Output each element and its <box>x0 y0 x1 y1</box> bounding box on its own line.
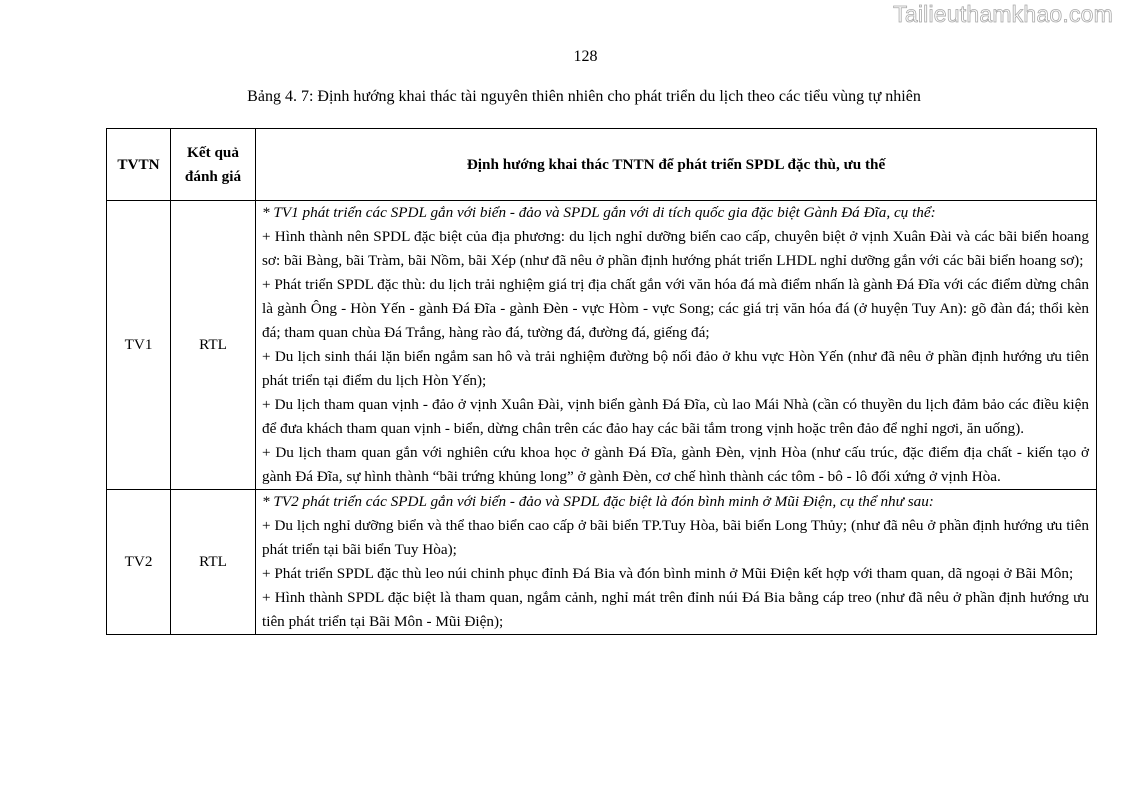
cell-result: RTL <box>171 201 256 490</box>
orientation-table <box>106 128 1097 635</box>
header-result-line1: Kết quả <box>187 143 239 161</box>
header-tvtn: TVTN <box>107 129 171 201</box>
table-caption: Bảng 4. 7: Định hướng khai thác tài nguyên thiên nhiên cho phát triển du lịch theo các tiểu vùng tự nhiên <box>247 88 921 105</box>
cell-orientation <box>256 490 1097 635</box>
header-result-line2: đánh giá <box>184 167 242 185</box>
row-item: + Hình thành SPDL đặc biệt là tham quan, ngắm cảnh, nghỉ mát trên đỉnh núi Đá Bia bằng cáp treo (như đã nêu ở phần định hướng ưu tiên phát triển tại Bãi Môn - Mũi Điện); <box>262 589 1089 630</box>
table-header-row <box>107 129 1097 201</box>
cell-result: RTL <box>171 490 256 635</box>
table-row-tv1 <box>107 201 1097 490</box>
cell-tvtn: TV2 <box>107 490 171 635</box>
cell-orientation <box>256 201 1097 490</box>
row-intro: * TV2 phát triển các SPDL gắn với biển - đảo và SPDL đặc biệt là đón bình minh ở Mũi Điện, cụ thể như sau: <box>262 493 934 510</box>
page-number: 128 <box>573 48 598 65</box>
row-item: + Phát triển SPDL đặc thù leo núi chinh phục đỉnh Đá Bia và đón bình minh ở Mũi Điện kết hợp với tham quan, dã ngoại ở Bãi Môn; <box>262 565 1074 582</box>
row-item: + Hình thành nên SPDL đặc biệt của địa phương: du lịch nghỉ dưỡng biển cao cấp, chuyên biệt ở vịnh Xuân Đài và các bãi biển hoang sơ: bãi Bàng, bãi Tràm, bãi Nồm, bãi Xép (như đã nêu ở phần định hướng phát triển LHDL nghỉ dưỡng gắn với các bãi biển hoang sơ); <box>262 228 1089 269</box>
cell-tvtn: TV1 <box>107 201 171 490</box>
row-intro: * TV1 phát triển các SPDL gắn với biển - đảo và SPDL gắn với di tích quốc gia đặc biệt Gành Đá Đĩa, cụ thể: <box>262 204 936 221</box>
row-item: + Du lịch nghỉ dưỡng biển và thể thao biển cao cấp ở bãi biển TP.Tuy Hòa, bãi biển Long Thủy; (như đã nêu ở phần định hướng ưu tiên phát triển tại bãi biển Tuy Hòa); <box>262 517 1089 558</box>
table-row-tv2 <box>107 490 1097 635</box>
row-item: + Du lịch tham quan vịnh - đảo ở vịnh Xuân Đài, vịnh biển gành Đá Đĩa, cù lao Mái Nhà (cần có thuyền du lịch đảm bảo các điều kiện để đưa khách tham quan vịnh - biển, dừng chân trên các đảo hay các bãi tắm trong vịnh hoặc trên đảo để nghỉ ngơi, ăn uống). <box>262 396 1089 437</box>
header-result <box>171 129 256 201</box>
row-item: + Du lịch tham quan gắn với nghiên cứu khoa học ở gành Đá Đĩa, gành Đèn, vịnh Hòa (như cấu trúc, đặc điểm địa chất - kiến tạo ở gành Đá Đĩa, sự hình thành “bãi trứng khủng long” ở gành Đèn, cơ chế hình thành các tôm - bô - lô đối xứng ở vịnh Hòa. <box>262 444 1089 485</box>
header-orientation: Định hướng khai thác TNTN để phát triển SPDL đặc thù, ưu thế <box>256 129 1097 201</box>
watermark: Tailieuthamkhao.com <box>893 1 1113 27</box>
row-item: + Du lịch sinh thái lặn biển ngắm san hô và trải nghiệm đường bộ nối đảo ở khu vực Hòn Yến (như đã nêu ở phần định hướng ưu tiên phát triển tại điểm du lịch Hòn Yến); <box>262 348 1089 389</box>
row-item: + Phát triển SPDL đặc thù: du lịch trải nghiệm giá trị địa chất gắn với văn hóa đá mà điểm nhấn là gành Đá Đĩa với các điểm dừng chân là gành Ông - Hòn Yến - gành Đá Đĩa - gành Đèn - vực Hòm - vực Song; các giá trị văn hóa đá (ở huyện Tuy An): gõ đàn đá; thổi kèn đá; tham quan chùa Đá Trắng, hàng rào đá, tường đá, đường đá, giếng đá; <box>262 276 1089 341</box>
